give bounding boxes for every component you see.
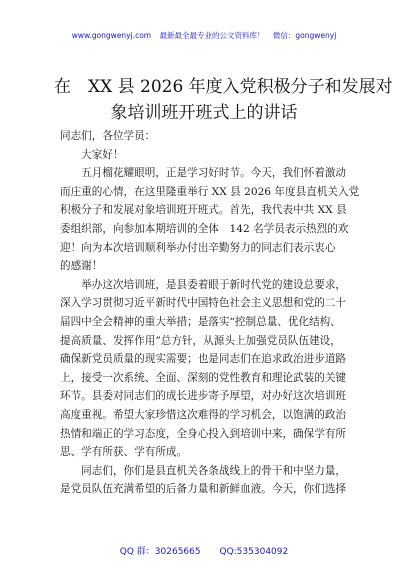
body-line: 环节。县委对同志们的成长进步寄予厚望，对办好这次培训班 bbox=[60, 390, 347, 403]
body-line: 委组织部，向参加本期培训的全体 142 名学员表示热烈的欢 bbox=[60, 222, 349, 235]
body-line: 提高质量、发挥作用”总方针，从源头上加强党员队伍建设， bbox=[60, 334, 341, 347]
header-banner bbox=[0, 31, 408, 41]
body-line: 迎！向为本次培训顺利举办付出辛勤努力的同志们表示衷心 bbox=[60, 241, 336, 254]
body-line: 确保新党员质量的现实需要；也是同志们在追求政治进步道路 bbox=[60, 353, 347, 366]
body-line: 同志们，你们是县直机关各条战线上的骨干和中坚力量， bbox=[60, 464, 347, 477]
body-line: 举办这次培训班，是县委着眼于新时代党的建设总要求， bbox=[60, 278, 347, 291]
body-line: 是党员队伍充满希望的后备力量和新鲜血液。今天，你们选择 bbox=[60, 483, 347, 496]
body-line: 积极分子和发展对象培训班开班式。首先，我代表中共 XX 县 bbox=[60, 204, 347, 217]
body-line: 深入学习贯彻习近平新时代中国特色社会主义思想和党的二十 bbox=[60, 297, 347, 310]
document-title bbox=[54, 74, 393, 126]
body-line: 上，接受一次系统、全面、深刻的党性教育和理论武装的关键 bbox=[60, 371, 347, 384]
title-line-1: 在 XX 县 2026 年度入党积极分子和发展对 bbox=[54, 77, 393, 97]
footer-banner bbox=[0, 546, 408, 558]
title-line-2: 象培训班开班式上的讲话 bbox=[110, 103, 298, 123]
footer-qq: QQ:535304092 bbox=[219, 547, 289, 557]
body-line: 同志们，各位学员： bbox=[60, 130, 156, 142]
header-wechat: 微信：gongwenyj bbox=[272, 31, 337, 40]
body-line: 五月榴花耀眼明，正是学习好时节。今天，我们怀着激动 bbox=[60, 167, 347, 180]
body-line: 而庄重的心情，在这里隆重举行 XX 县 2026 年度县直机关入党 bbox=[60, 185, 360, 198]
body-line: 热情和端正的学习态度，全身心投入到培训中来，确保学有所 bbox=[60, 427, 347, 440]
body-line: 届四中全会精神的重大举措；是落实“控制总量、优化结构、 bbox=[60, 315, 341, 328]
header-slogan: 最新最全最专业的公文资料库！ bbox=[159, 31, 265, 40]
body-line: 的感谢！ bbox=[60, 260, 103, 273]
footer-qq-group: QQ 群：30265665 bbox=[119, 547, 201, 557]
body-line: 大家好！ bbox=[60, 148, 124, 161]
body-line: 思、学有所获、学有所成。 bbox=[60, 446, 188, 459]
speech-body bbox=[60, 127, 360, 499]
body-line: 高度重视。希望大家珍惜这次难得的学习机会，以饱满的政治 bbox=[60, 408, 347, 421]
header-site-link[interactable]: www.gongwenyj.com bbox=[71, 31, 152, 40]
